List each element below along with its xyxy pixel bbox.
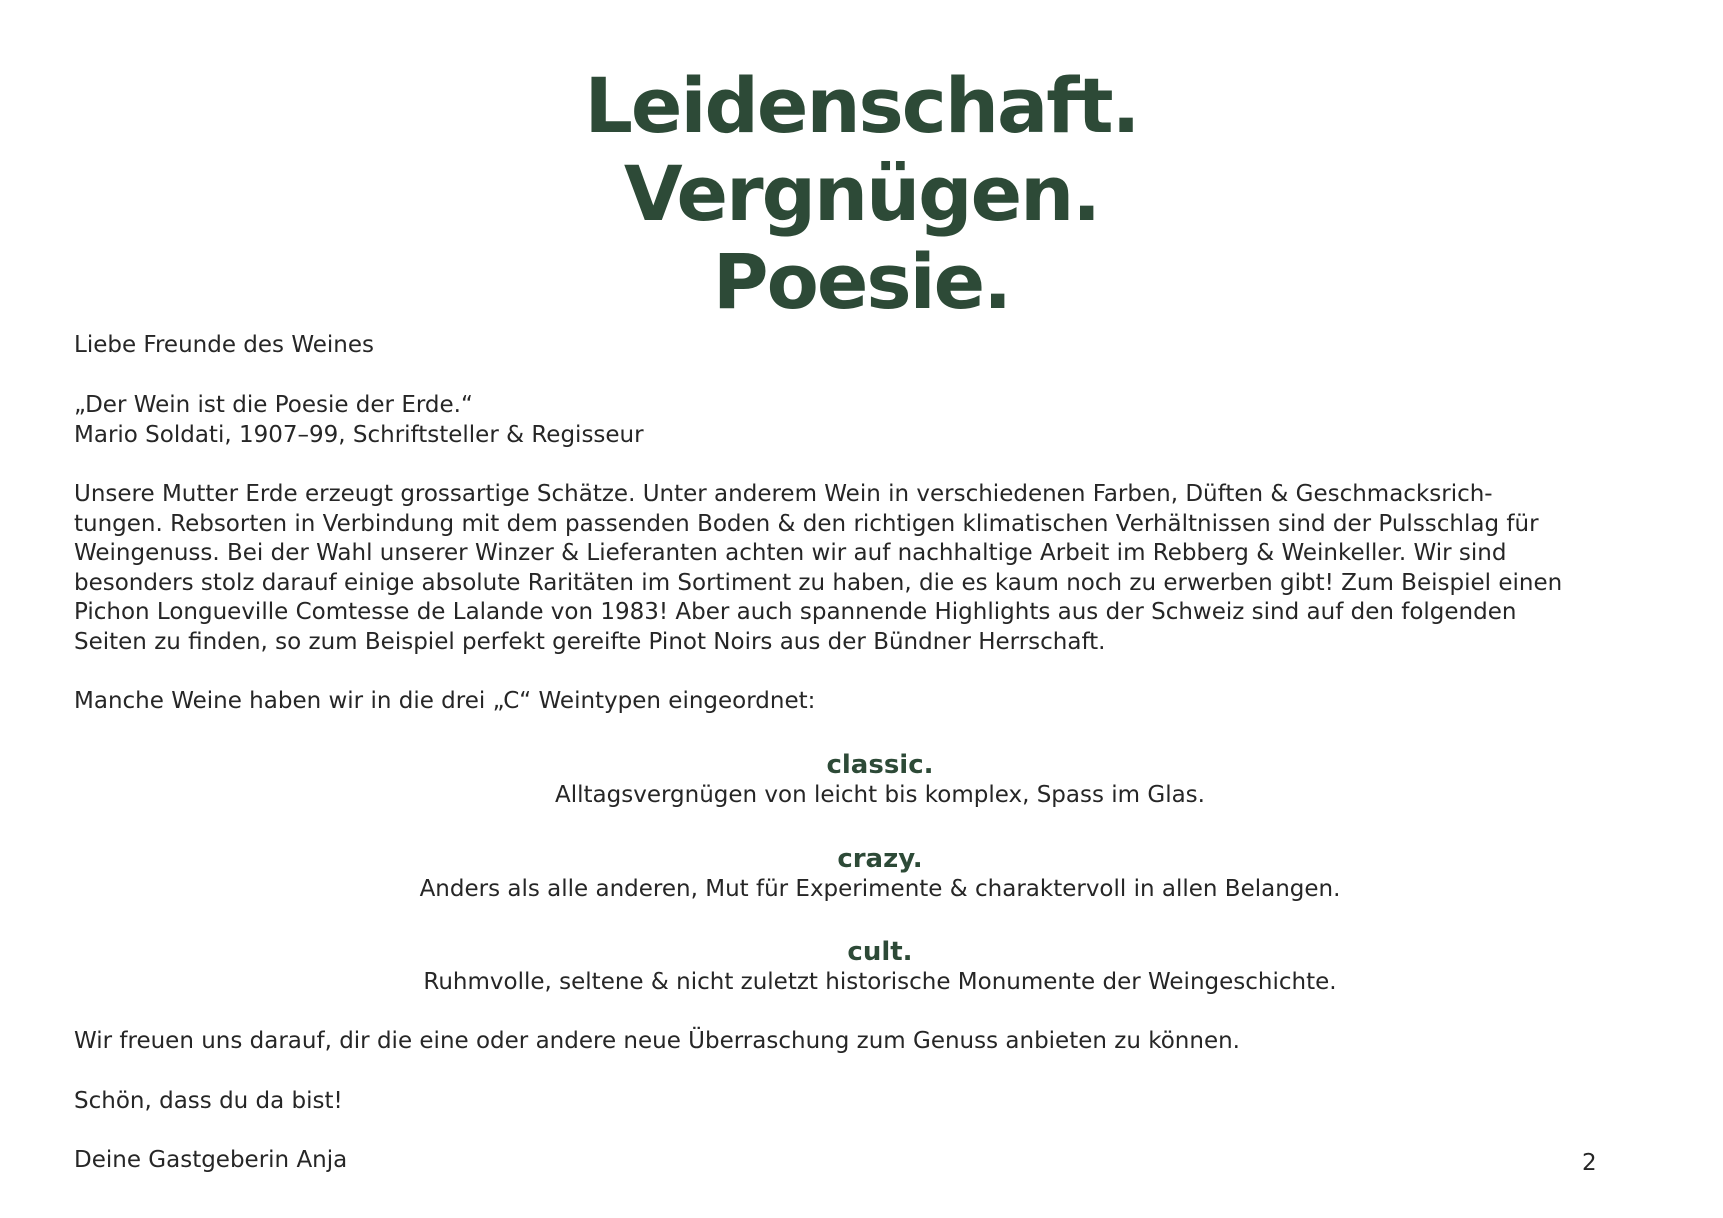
wine-type-crazy — [0, 844, 1723, 904]
page-number: 2 — [1582, 1150, 1597, 1176]
headline-line-3: Poesie. — [712, 237, 1011, 326]
wine-type-cult — [0, 937, 1723, 997]
wine-type-name: cult. — [847, 937, 913, 967]
wine-type-classic — [0, 750, 1723, 810]
signature: Deine Gastgeberin Anja — [74, 1147, 348, 1173]
wine-type-name: crazy. — [837, 844, 923, 874]
types-intro: Manche Weine haben wir in die drei „C“ Weintypen eingeordnet: — [74, 688, 816, 714]
intro-paragraph — [74, 480, 1694, 657]
quote-attribution: Mario Soldati, 1907–99, Schriftsteller & Regisseur — [74, 421, 644, 448]
wine-type-name: classic. — [826, 750, 934, 780]
headline-line-1: Leidenschaft. — [584, 61, 1139, 150]
wine-type-description: Alltagsvergnügen von leicht bis komplex, Spass im Glas. — [555, 782, 1205, 808]
quote-block — [74, 391, 1694, 450]
farewell-text: Schön, dass du da bist! — [74, 1088, 343, 1114]
page-headline — [0, 62, 1723, 326]
closing-text: Wir freuen uns darauf, dir die eine oder andere neue Überraschung zum Genuss anbieten zu können. — [74, 1028, 1240, 1054]
quote-text: „Der Wein ist die Poesie der Erde.“ — [74, 392, 473, 418]
intro-line: Weingenuss. Bei der Wahl unserer Winzer & Lieferanten achten wir auf nachhaltige Arbeit im Rebberg & Weinkeller. Wir sind — [74, 540, 1507, 566]
intro-line: besonders stolz darauf einige absolute Raritäten im Sortiment zu haben, die es kaum noch zu erwerben gibt! Zum Beispiel einen — [74, 569, 1563, 596]
intro-line: Pichon Longueville Comtesse de Lalande von 1983! Aber auch spannende Highlights aus der Schweiz sind auf den folgenden — [74, 599, 1517, 625]
wine-type-description: Anders als alle anderen, Mut für Experimente & charaktervoll in allen Belangen. — [419, 876, 1341, 902]
greeting: Liebe Freunde des Weines — [74, 332, 374, 358]
intro-line: tungen. Rebsorten in Verbindung mit dem passenden Boden & den richtigen klimatischen Verhältnissen sind der Pulsschlag für — [74, 510, 1539, 537]
intro-line: Unsere Mutter Erde erzeugt grossartige Schätze. Unter anderem Wein in verschiedenen Farben, Düften & Geschmacksrich- — [74, 481, 1493, 507]
wine-type-description: Ruhmvolle, seltene & nicht zuletzt historische Monumente der Weingeschichte. — [423, 969, 1337, 995]
intro-line: Seiten zu finden, so zum Beispiel perfekt gereifte Pinot Noirs aus der Bündner Herrschaft. — [74, 628, 1106, 655]
headline-line-2: Vergnügen. — [623, 149, 1100, 238]
